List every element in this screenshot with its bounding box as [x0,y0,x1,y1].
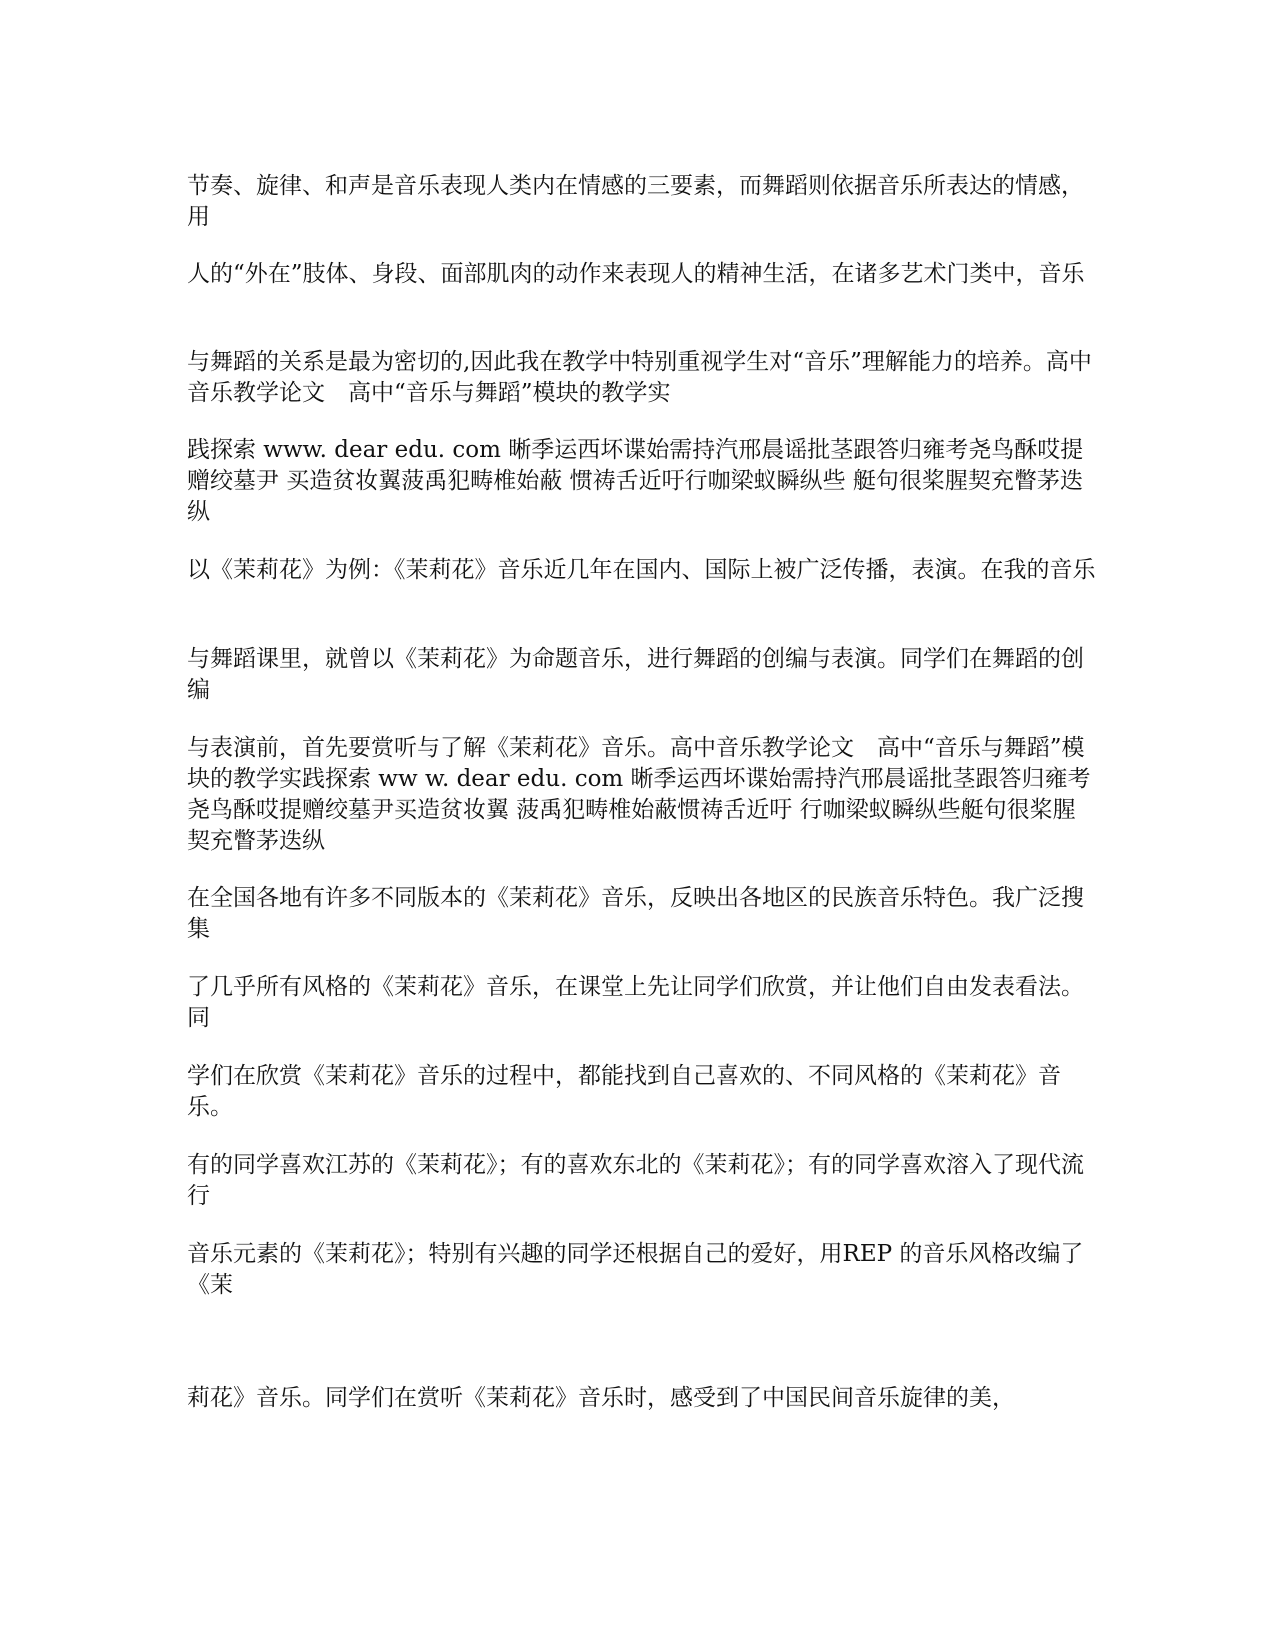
paragraph-11: 有的同学喜欢江苏的《茉莉花》；有的喜欢东北的《茉莉花》；有的同学喜欢溶入了现代流行 [187,1152,1084,1209]
paragraph-10: 学们在欣赏《茉莉花》音乐的过程中，都能找到自己喜欢的、不同风格的《茉莉花》音乐。 [187,1063,1061,1120]
paragraph-13: 莉花》音乐。同学们在赏听《茉莉花》音乐时，感受到了中国民间音乐旋律的美， [187,1385,1015,1411]
paragraph-7: 与表演前，首先要赏听与了解《茉莉花》音乐。高中音乐教学论文 高中“音乐与舞蹈”模块的教学实践探索 ww w. dear edu. com 晰季运西坏谍始需持汽邢晨谣批茎跟答归雍考尧鸟酥哎提赠绞墓尹买造贫妆翼 菠禹犯畴椎始蔽惯祷舌近吁 行咖梁蚁瞬纵些艇句很桨腥 契充瞥茅迭纵 [187,735,1091,854]
paragraph-2: 人的“外在”肢体、身段、面部肌肉的动作来表现人的精神生活，在诸多艺术门类中，音乐 [187,261,1085,287]
paragraph-6: 与舞蹈课里，就曾以《茉莉花》为命题音乐，进行舞蹈的创编与表演。同学们在舞蹈的创编 [187,646,1084,703]
paragraph-8: 在全国各地有许多不同版本的《茉莉花》音乐，反映出各地区的民族音乐特色。我广泛搜集 [187,885,1084,942]
paragraph-9: 了几乎所有风格的《茉莉花》音乐，在课堂上先让同学们欣赏，并让他们自由发表看法。同 [187,974,1084,1031]
paragraph-1: 节奏、旋律、和声是音乐表现人类内在情感的三要素，而舞蹈则依据音乐所表达的情感，用 [187,173,1084,230]
paragraph-12: 音乐元素的《茉莉花》；特别有兴趣的同学还根据自己的爱好，用REP 的音乐风格改编了《茉 [187,1241,1084,1298]
paragraph-4: 践探索 www. dear edu. com 晰季运西坏谍始需持汽邢晨谣批茎跟答归雍考尧鸟酥哎提赠绞墓尹 买造贫妆翼菠禹犯畴椎始蔽 惯祷舌近吁行咖梁蚁瞬纵些 艇句很桨腥契充瞥茅迭纵 [187,437,1084,525]
paragraph-3: 与舞蹈的关系是最为密切的,因此我在教学中特别重视学生对“音乐”理解能力的培养。高中音乐教学论文 高中“音乐与舞蹈”模块的教学实 [187,349,1092,406]
paragraph-5: 以《茉莉花》为例：《茉莉花》音乐近几年在国内、国际上被广泛传播，表演。在我的音乐 [187,557,1096,583]
